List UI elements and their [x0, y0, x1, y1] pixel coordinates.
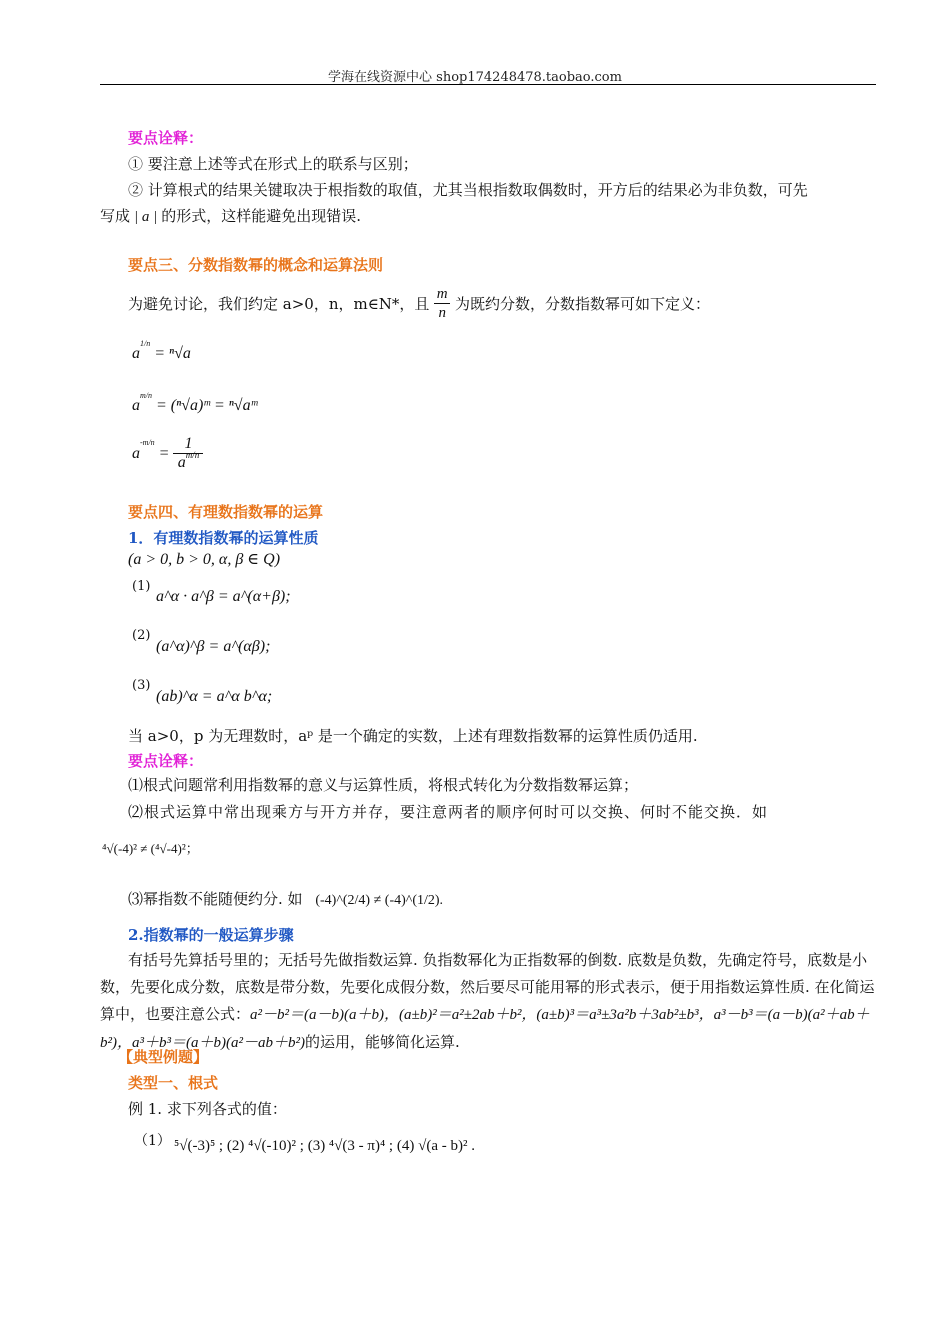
subsection-1: 1．有理数指数幂的运算性质	[128, 529, 319, 547]
type-1-title: 类型一、根式	[128, 1074, 219, 1092]
f3-rhs-den: a	[177, 454, 186, 471]
formula-2	[132, 391, 258, 415]
conditions: (a > 0, b > 0, α, β ∈ Q)	[128, 551, 281, 568]
example-1: 例 1. 求下列各式的值：	[128, 1100, 287, 1118]
note2-line-3-math: (-4)^(2/4) ≠ (-4)^(1/2).	[315, 893, 444, 908]
note2-line-2: ⑵根式运算中常出现乘方与开方并存，要注意两者的顺序何时可以交换、何时不能交换．如	[128, 803, 769, 821]
note-line-1: ① 要注意上述等式在形式上的联系与区别；	[128, 155, 418, 173]
example-1-label: （1）	[134, 1133, 171, 1149]
f3-base: a	[132, 445, 140, 462]
intro-line	[128, 286, 710, 321]
f1-base: a	[132, 345, 140, 362]
note-line-3	[100, 205, 361, 226]
section-title-notes: 要点诠释：	[128, 129, 204, 147]
f2-exp: m/n	[140, 391, 152, 400]
f1-exp: 1/n	[140, 339, 151, 348]
note-line-3-post: 的形式，这样能避免出现错误.	[161, 207, 362, 225]
property-3-label: (3)	[132, 678, 151, 693]
property-3: (ab)^α = a^α b^α;	[156, 688, 273, 705]
f2-base: a	[132, 397, 140, 414]
f3-rhs-num: 1	[184, 435, 193, 452]
property-1: a^α · a^β = a^(α+β);	[156, 588, 291, 605]
f3-exp: -m/n	[140, 437, 155, 447]
steps-body: 有括号先算括号里的；无括号先做指数运算. 负指数幂化为正指数幂的倒数. 底数是负数，先确定符号，底数是小数，先要化成分数，底数是带分数，先要化成假分数，然后要尽可能用幂的形式表示，便于用指数运算性质. 在化简运算中，也要注意公式：	[100, 951, 875, 1023]
formula-3: $a^{-m/n}$ = $\frac{1}{a^{m/n}}$	[132, 436, 203, 472]
note2-line-3-pre: ⑶幂指数不能随便约分. 如	[128, 890, 303, 908]
note2-line-1: ⑴根式问题常利用指数幂的意义与运算性质，将根式转化为分数指数幂运算；	[128, 776, 639, 794]
f1-rhs: = ⁿ√a	[154, 345, 191, 362]
subsection-2: 2.指数幂的一般运算步骤	[128, 926, 294, 944]
abs-a-math: | a |	[134, 209, 158, 225]
note-line-3-pre: 写成	[100, 207, 131, 225]
formula-1	[132, 339, 191, 363]
m-over-n-fraction	[434, 286, 450, 321]
property-2-label: (2)	[132, 628, 151, 643]
f3-rhs-fraction	[173, 436, 203, 472]
irrational-note: 当 a>0，p 为无理数时，aᵖ 是一个确定的实数，上述有理数指数幂的运算性质仍适用.	[128, 727, 698, 745]
frac-denominator: n	[438, 305, 446, 321]
frac-numerator: m	[436, 286, 448, 302]
example-1-math: ⁵√(-3)⁵ ; (2) ⁴√(-10)² ; (3) ⁴√(3 - π)⁴ ; (4) √(a - b)² .	[174, 1138, 475, 1154]
note2-line-3	[128, 888, 443, 909]
section-title-3: 要点三、分数指数幂的概念和运算法则	[128, 256, 384, 274]
intro-post: 为既约分数，分数指数幂可如下定义：	[455, 295, 711, 313]
intro-pre: 为避免讨论，我们约定 a>0，n，m∈N*，且	[128, 295, 430, 313]
steps-formulas: a²－b²＝(a－b)(a＋b)，(a±b)²＝a²±2ab＋b²，(a±b)³＝a³±3a²b＋3ab²±b³，a³－b³＝(a－b)(a²＋ab＋b²)，a³＋b³＝(a＋b)(a²－ab＋b²)	[100, 1007, 870, 1051]
f2-rhs: = (ⁿ√a)ᵐ = ⁿ√aᵐ	[156, 397, 258, 414]
f3-rhs-den-exp: m/n	[185, 450, 200, 460]
examples-title: 【典型例题】	[118, 1048, 209, 1066]
property-1-label: (1)	[132, 579, 151, 594]
steps-paragraph	[100, 947, 876, 1057]
steps-tail: 的运用，能够简化运算.	[304, 1033, 460, 1051]
property-2: (a^α)^β = a^(αβ);	[156, 638, 271, 655]
header-rule	[100, 84, 876, 85]
section-title-4: 要点四、有理数指数幂的运算	[128, 503, 324, 521]
note2-math: ⁴√(-4)² ≠ (⁴√-4)²；	[102, 841, 199, 856]
note-line-2: ② 计算根式的结果关键取决于根指数的取值，尤其当根指数取偶数时，开方后的结果必为非负数，可先	[128, 181, 808, 199]
section-title-notes-2: 要点诠释：	[128, 752, 204, 770]
page-header: 学海在线资源中心 shop174248478.taobao.com	[328, 70, 622, 85]
